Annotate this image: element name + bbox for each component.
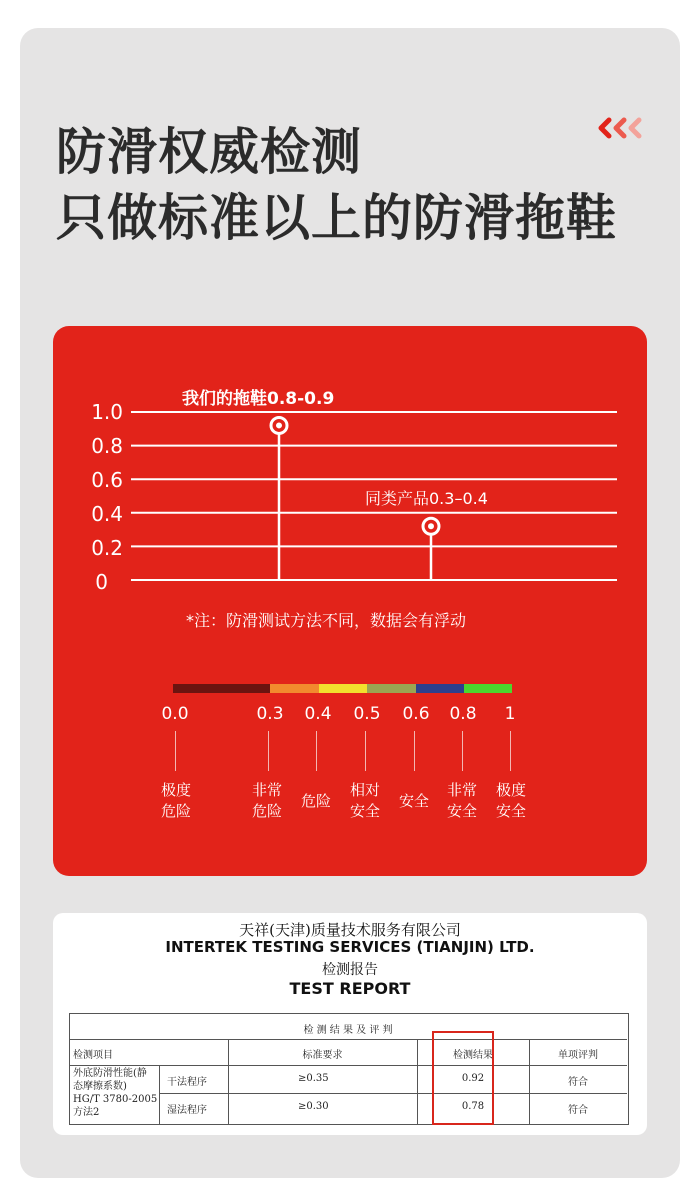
- chart-note: *注：防滑测试方法不同，数据会有浮动: [186, 611, 467, 630]
- scale-tick: [365, 731, 366, 771]
- row-standard: ≥0.30: [298, 1101, 329, 1112]
- scale-value: 1: [504, 704, 516, 724]
- scale-segment: [416, 684, 464, 693]
- scale-tick: [414, 731, 415, 771]
- row-method: 干法程序: [167, 1077, 207, 1088]
- y-tick-label: 0: [95, 570, 108, 594]
- scale-tick: [175, 731, 176, 771]
- scale-segment: [319, 684, 367, 693]
- scale-category: 危险: [300, 792, 331, 810]
- scale-value: 0.3: [256, 704, 284, 724]
- rating-scale-bar: [173, 684, 512, 693]
- report-company-en: INTERTEK TESTING SERVICES (TIANJIN) LTD.: [165, 938, 535, 956]
- headline-line-1: 防滑权威检测: [56, 123, 362, 181]
- row-verdict: 符合: [568, 1077, 588, 1088]
- marker-label-ours: 我们的拖鞋0.8-0.9: [182, 389, 335, 409]
- y-tick-label: 0.8: [91, 434, 123, 458]
- report-title-cn: 检测报告: [322, 962, 378, 978]
- scale-segment: [464, 684, 512, 693]
- row-verdict: 符合: [568, 1105, 588, 1116]
- result-highlight-box: [432, 1031, 494, 1125]
- header-verdict: 单项评判: [558, 1050, 598, 1061]
- scale-value: 0.0: [161, 704, 189, 724]
- scale-segment: [270, 684, 319, 693]
- scale-value: 0.5: [353, 704, 381, 724]
- scale-category: 非常 危险: [251, 781, 282, 820]
- scale-tick: [510, 731, 511, 771]
- scale-tick: [462, 731, 463, 771]
- marker-label-similar: 同类产品0.3–0.4: [365, 489, 488, 508]
- scale-value: 0.8: [449, 704, 477, 724]
- row-standard: ≥0.35: [298, 1073, 329, 1084]
- chart-panel: [53, 326, 647, 876]
- chart-plot: [53, 326, 647, 626]
- scale-segment: [367, 684, 416, 693]
- header-standard: 标准要求: [302, 1050, 343, 1061]
- report-title-en: TEST REPORT: [289, 979, 411, 998]
- y-tick-label: 0.4: [91, 502, 123, 526]
- test-report-excerpt: [53, 913, 647, 1135]
- report-company-cn: 天祥(天津)质量技术服务有限公司: [239, 921, 461, 939]
- chevron-left-icon: [626, 117, 644, 139]
- scale-category: 安全: [398, 792, 429, 810]
- scale-value: 0.6: [402, 704, 430, 724]
- scale-tick: [316, 731, 317, 771]
- header-item: 检测项目: [73, 1050, 113, 1061]
- row-method: 湿法程序: [167, 1105, 207, 1116]
- scale-category: 极度 安全: [495, 781, 526, 820]
- y-tick-label: 0.2: [91, 536, 123, 560]
- scale-segment: [173, 684, 270, 693]
- scale-category: 极度 危险: [160, 781, 191, 820]
- y-tick-label: 0.6: [91, 468, 123, 492]
- item-description: 外底防滑性能(静 态摩擦系数) HG/T 3780-2005 方法2: [73, 1068, 158, 1118]
- row-result: 0.92: [461, 1073, 485, 1084]
- scale-category: 非常 安全: [446, 781, 477, 820]
- table-caption: 检 测 结 果 及 评 判: [303, 1025, 393, 1036]
- scale-category: 相对 安全: [349, 781, 380, 820]
- scale-tick: [268, 731, 269, 771]
- y-tick-label: 1.0: [91, 400, 123, 424]
- header-result: 检测结果: [453, 1050, 493, 1061]
- headline-line-2: 只做标准以上的防滑拖鞋: [56, 189, 617, 247]
- marker-point-center: [276, 422, 282, 428]
- scale-value: 0.4: [304, 704, 332, 724]
- marker-point-center: [428, 523, 434, 529]
- row-result: 0.78: [461, 1101, 485, 1112]
